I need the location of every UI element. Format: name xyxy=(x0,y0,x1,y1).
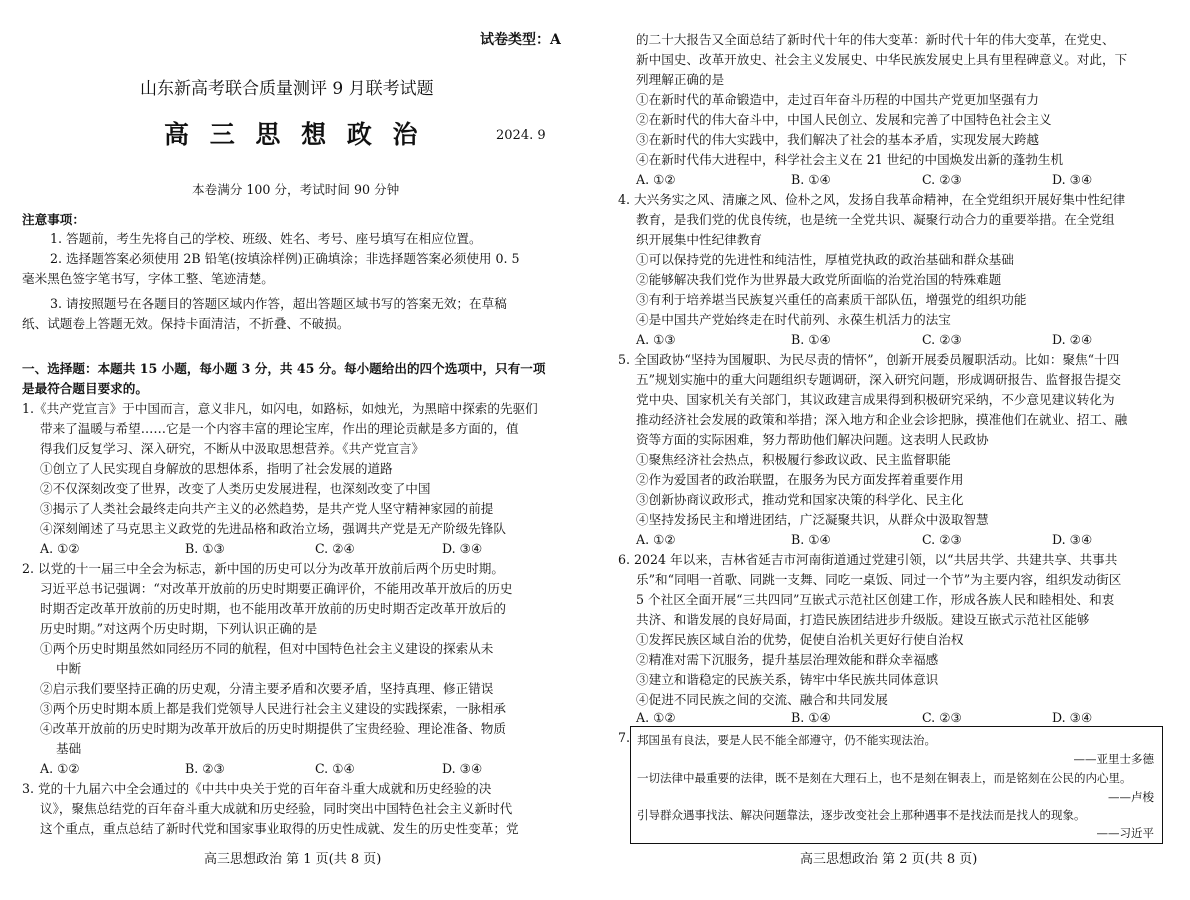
option-c: C. ②③ xyxy=(922,532,962,547)
quote-text: 引导群众遇事找法、解决问题靠法，逐步改变社会上那种遇事不是找法而是找人的现象。 xyxy=(637,808,1086,822)
exam-date: 2024. 9 xyxy=(496,128,546,143)
question-5-statement: ②作为爱国者的政治联盟，在服务为民方面发挥着重要作用 xyxy=(636,472,964,487)
quote-author: ——卢梭 xyxy=(1108,790,1154,804)
question-3-statement: ③在新时代的伟大实践中，我们解决了社会的基本矛盾，实现发展大跨越 xyxy=(636,132,1039,147)
option-b: B. ②③ xyxy=(185,761,225,776)
section-heading: 是最符合题目要求的。 xyxy=(22,381,148,396)
question-6-statement: ①发挥民族区域自治的优势，促使自治机关更好行使自治权 xyxy=(636,632,964,647)
exam-page-1 xyxy=(22,0,582,900)
option-d: D. ③④ xyxy=(1052,532,1093,547)
question-1-line: 得我们反复学习、深入研究，不断从中汲取思想营养。《共产党宣言》 xyxy=(40,441,425,456)
question-5-statement: ④坚持发扬民主和增进团结，广泛凝聚共识，从群众中汲取智慧 xyxy=(636,512,989,527)
question-3-statement: ②在新时代的伟大奋斗中，中国人民创立、发展和完善了中国特色社会主义 xyxy=(636,112,1052,127)
question-3-line: 3. 党的十九届六中全会通过的《中共中央关于党的百年奋斗重大成就和历史经验的决 xyxy=(22,781,492,796)
question-6-line: 乐”和“同唱一首歌、同跳一支舞、同吃一桌饭、同过一个节”为主要内容，组织发动街区 xyxy=(636,572,1122,587)
question-1-line: 带来了温暖与希望……它是一个内容丰富的理论宝库，作出的理论贡献是多方面的，值 xyxy=(40,421,519,436)
option-a: A. ①② xyxy=(40,541,80,556)
question-4-options xyxy=(636,330,1156,350)
option-d: D. ③④ xyxy=(442,541,483,556)
question-3-line: 这个重点，重点总结了新时代党和国家事业取得的历史性成就、发生的历史性变革；党 xyxy=(40,821,519,836)
question-2-statement: 基础 xyxy=(56,741,82,756)
paper-type: 试卷类型：A xyxy=(480,32,561,48)
question-3-line: 新中国史、改革开放史、社会主义发展史、中华民族发展史上具有里程碑意义。对此，下 xyxy=(636,52,1128,67)
question-4-statement: ③有利于培养堪当民族复兴重任的高素质干部队伍，增强党的组织功能 xyxy=(636,292,1027,307)
option-a: A. ①② xyxy=(636,532,676,547)
question-3-statement: ①在新时代的革命锻造中，走过百年奋斗历程的中国共产党更加坚强有力 xyxy=(636,92,1039,107)
question-1-statement: ②不仅深刻改变了世界，改变了人类历史发展进程，也深刻改变了中国 xyxy=(40,481,431,496)
question-7-number: 7. xyxy=(618,730,631,745)
option-c: C. ②③ xyxy=(922,172,962,187)
option-b: B. ①④ xyxy=(791,710,831,725)
quote-text: 一切法律中最重要的法律，既不是刻在大理石上，也不是刻在铜表上，而是铭刻在公民的内心里。 xyxy=(637,771,1132,785)
exam-page-2 xyxy=(618,0,1173,900)
question-2-line: 习近平总书记强调：“对改革开放前的历史时期要正确评价，不能用改革开放后的历史 xyxy=(40,581,513,596)
question-2-statement: ④改革开放前的历史时期为改革开放后的历史时期提供了宝贵经验、理论准备、物质 xyxy=(40,721,506,736)
option-c: C. ②④ xyxy=(315,541,355,556)
option-d: D. ③④ xyxy=(1052,710,1093,725)
notice-line: 3. 请按照题号在各题目的答题区域内作答，超出答题区域书写的答案无效；在草稿 xyxy=(50,296,507,311)
question-6-statement: ②精准对需下沉服务，提升基层治理效能和群众幸福感 xyxy=(636,652,939,667)
option-a: A. ①② xyxy=(636,710,676,725)
question-3-statement: ④在新时代伟大进程中，科学社会主义在 21 世纪的中国焕发出新的蓬勃生机 xyxy=(636,152,1064,167)
question-1-statement: ①创立了人民实现自身解放的思想体系，指明了社会发展的道路 xyxy=(40,461,393,476)
option-a: A. ①② xyxy=(40,761,80,776)
question-6-line: 共济、和谐发展的良好局面，打造民族团结进步升级版。建设互嵌式示范社区能够 xyxy=(636,612,1090,627)
question-6-line: 6. 2024 年以来，吉林省延吉市河南街道通过党建引领，以“共居共学、共建共享、共事共 xyxy=(618,552,1118,567)
question-1-statement: ④深刻阐述了马克思主义政党的先进品格和政治立场，强调共产党是无产阶级先锋队 xyxy=(40,521,506,536)
question-5-line: 党中央、国家机关有关部门，其议政建言成果得到积极研究采纳，不少意见建议转化为 xyxy=(636,392,1115,407)
question-7-quote-box xyxy=(630,726,1163,844)
question-1-line: 1.《共产党宣言》于中国而言，意义非凡，如闪电，如路标，如烛光，为黑暗中探索的先驱们 xyxy=(22,401,538,416)
page-footer: 高三思想政治 第 1 页(共 8 页) xyxy=(204,852,382,867)
option-d: D. ③④ xyxy=(442,761,483,776)
question-3-line: 议》，聚焦总结党的百年奋斗重大成就和历史经验，同时突出中国特色社会主义新时代 xyxy=(40,801,513,816)
question-4-statement: ①可以保持党的先进性和纯洁性，厚植党执政的政治基础和群众基础 xyxy=(636,252,1014,267)
option-c: C. ①④ xyxy=(315,761,355,776)
notice-line: 毫米黑色签字笔书写，字体工整、笔迹清楚。 xyxy=(22,271,274,286)
question-3-line: 的二十大报告又全面总结了新时代十年的伟大变革：新时代十年的伟大变革，在党史、 xyxy=(636,32,1115,47)
option-c: C. ②③ xyxy=(922,710,962,725)
question-5-options xyxy=(636,530,1156,550)
question-3-line: 列理解正确的是 xyxy=(636,72,725,87)
option-a: A. ①② xyxy=(636,172,676,187)
question-6-statement: ④促进不同民族之间的交流、融合和共同发展 xyxy=(636,692,888,707)
option-b: B. ①③ xyxy=(185,541,225,556)
question-2-line: 历史时期。”对这两个历史时期，下列认识正确的是 xyxy=(40,621,318,636)
quote-author: ——亚里士多德 xyxy=(1073,752,1154,766)
option-b: B. ①④ xyxy=(791,172,831,187)
question-1-statement: ③揭示了人类社会最终走向共产主义的必然趋势，是共产党人坚守精神家园的前提 xyxy=(40,501,494,516)
quote-text: 邦国虽有良法，要是人民不能全部遵守，仍不能实现法治。 xyxy=(637,733,936,747)
question-6-statement: ③建立和谐稳定的民族关系，铸牢中华民族共同体意识 xyxy=(636,672,939,687)
question-2-line: 时期否定改革开放前的历史时期，也不能用改革开放前的历史时期否定改革开放后的 xyxy=(40,601,506,616)
score-time-line: 本卷满分 100 分，考试时间 90 分钟 xyxy=(192,182,400,197)
question-4-line: 织开展集中性纪律教育 xyxy=(636,232,762,247)
question-5-line: 五”规划实施中的重大问题组织专题调研，深入研究问题，形成调研报告、监督报告提交 xyxy=(636,372,1122,387)
question-4-line: 教育，是我们党的优良传统，也是统一全党共识、凝聚行动合力的重要举措。在全党组 xyxy=(636,212,1115,227)
section-heading: 一、选择题：本题共 15 小题，每小题 3 分，共 45 分。每小题给出的四个选项中，只有一项 xyxy=(22,361,546,376)
notice-line: 2. 选择题答案必须使用 2B 铅笔(按填涂样例)正确填涂；非选择题答案必须使用 0. 5 xyxy=(50,251,520,266)
notice-title: 注意事项： xyxy=(22,212,85,227)
question-2-statement: ②启示我们要坚持正确的历史观，分清主要矛盾和次要矛盾，坚持真理、修正错误 xyxy=(40,681,494,696)
question-2-statement: ③两个历史时期本质上都是我们党领导人民进行社会主义建设的实践探索，一脉相承 xyxy=(40,701,506,716)
question-4-line: 4. 大兴务实之风、清廉之风、俭朴之风，发扬自我革命精神，在全党组织开展好集中性纪律 xyxy=(618,192,1126,207)
option-b: B. ①④ xyxy=(791,532,831,547)
question-5-line: 推动经济社会发展的政策和举措；深入地方和企业会诊把脉，摸准他们在就业、招工、融 xyxy=(636,412,1128,427)
option-c: C. ②③ xyxy=(922,332,962,347)
quote-author: ——习近平 xyxy=(1096,826,1154,840)
option-d: D. ②④ xyxy=(1052,332,1093,347)
question-2-options xyxy=(40,759,560,779)
question-4-statement: ④是中国共产党始终走在时代前列、永葆生机活力的法宝 xyxy=(636,312,951,327)
option-b: B. ①④ xyxy=(791,332,831,347)
exam-title: 山东新高考联合质量测评 9 月联考试题 xyxy=(140,79,434,99)
question-2-line: 2. 以党的十一届三中全会为标志，新中国的历史可以分为改革开放前后两个历史时期。 xyxy=(22,561,504,576)
option-d: D. ③④ xyxy=(1052,172,1093,187)
question-4-statement: ②能够解决我们党作为世界最大政党所面临的治党治国的特殊难题 xyxy=(636,272,1002,287)
question-5-line: 资等方面的实际困难，努力帮助他们解决问题。这表明人民政协 xyxy=(636,432,989,447)
question-2-statement: ①两个历史时期虽然如同经历不同的航程，但对中国特色社会主义建设的探索从未 xyxy=(40,641,494,656)
question-6-options xyxy=(636,708,1156,728)
subject-title: 高 三 思 想 政 治 xyxy=(164,120,424,149)
question-5-statement: ①聚焦经济社会热点，积极履行参政议政、民主监督职能 xyxy=(636,452,951,467)
question-1-options xyxy=(40,539,560,559)
notice-line: 1. 答题前，考生先将自己的学校、班级、姓名、考号、座号填写在相应位置。 xyxy=(50,231,482,246)
question-6-line: 5 个社区全面开展“三共四同”互嵌式示范社区创建工作，形成各族人民和睦相处、和衷 xyxy=(636,592,1115,607)
question-3-options xyxy=(636,170,1156,190)
question-5-statement: ③创新协商议政形式，推动党和国家决策的科学化、民主化 xyxy=(636,492,964,507)
page-footer: 高三思想政治 第 2 页(共 8 页) xyxy=(800,852,978,867)
option-a: A. ①③ xyxy=(636,332,676,347)
notice-line: 纸、试题卷上答题无效。保持卡面清洁，不折叠、不破损。 xyxy=(22,316,350,331)
question-2-statement: 中断 xyxy=(56,661,82,676)
question-5-line: 5. 全国政协“坚持为国履职、为民尽责的情怀”，创新开展委员履职活动。比如：聚焦“十四 xyxy=(618,352,1120,367)
